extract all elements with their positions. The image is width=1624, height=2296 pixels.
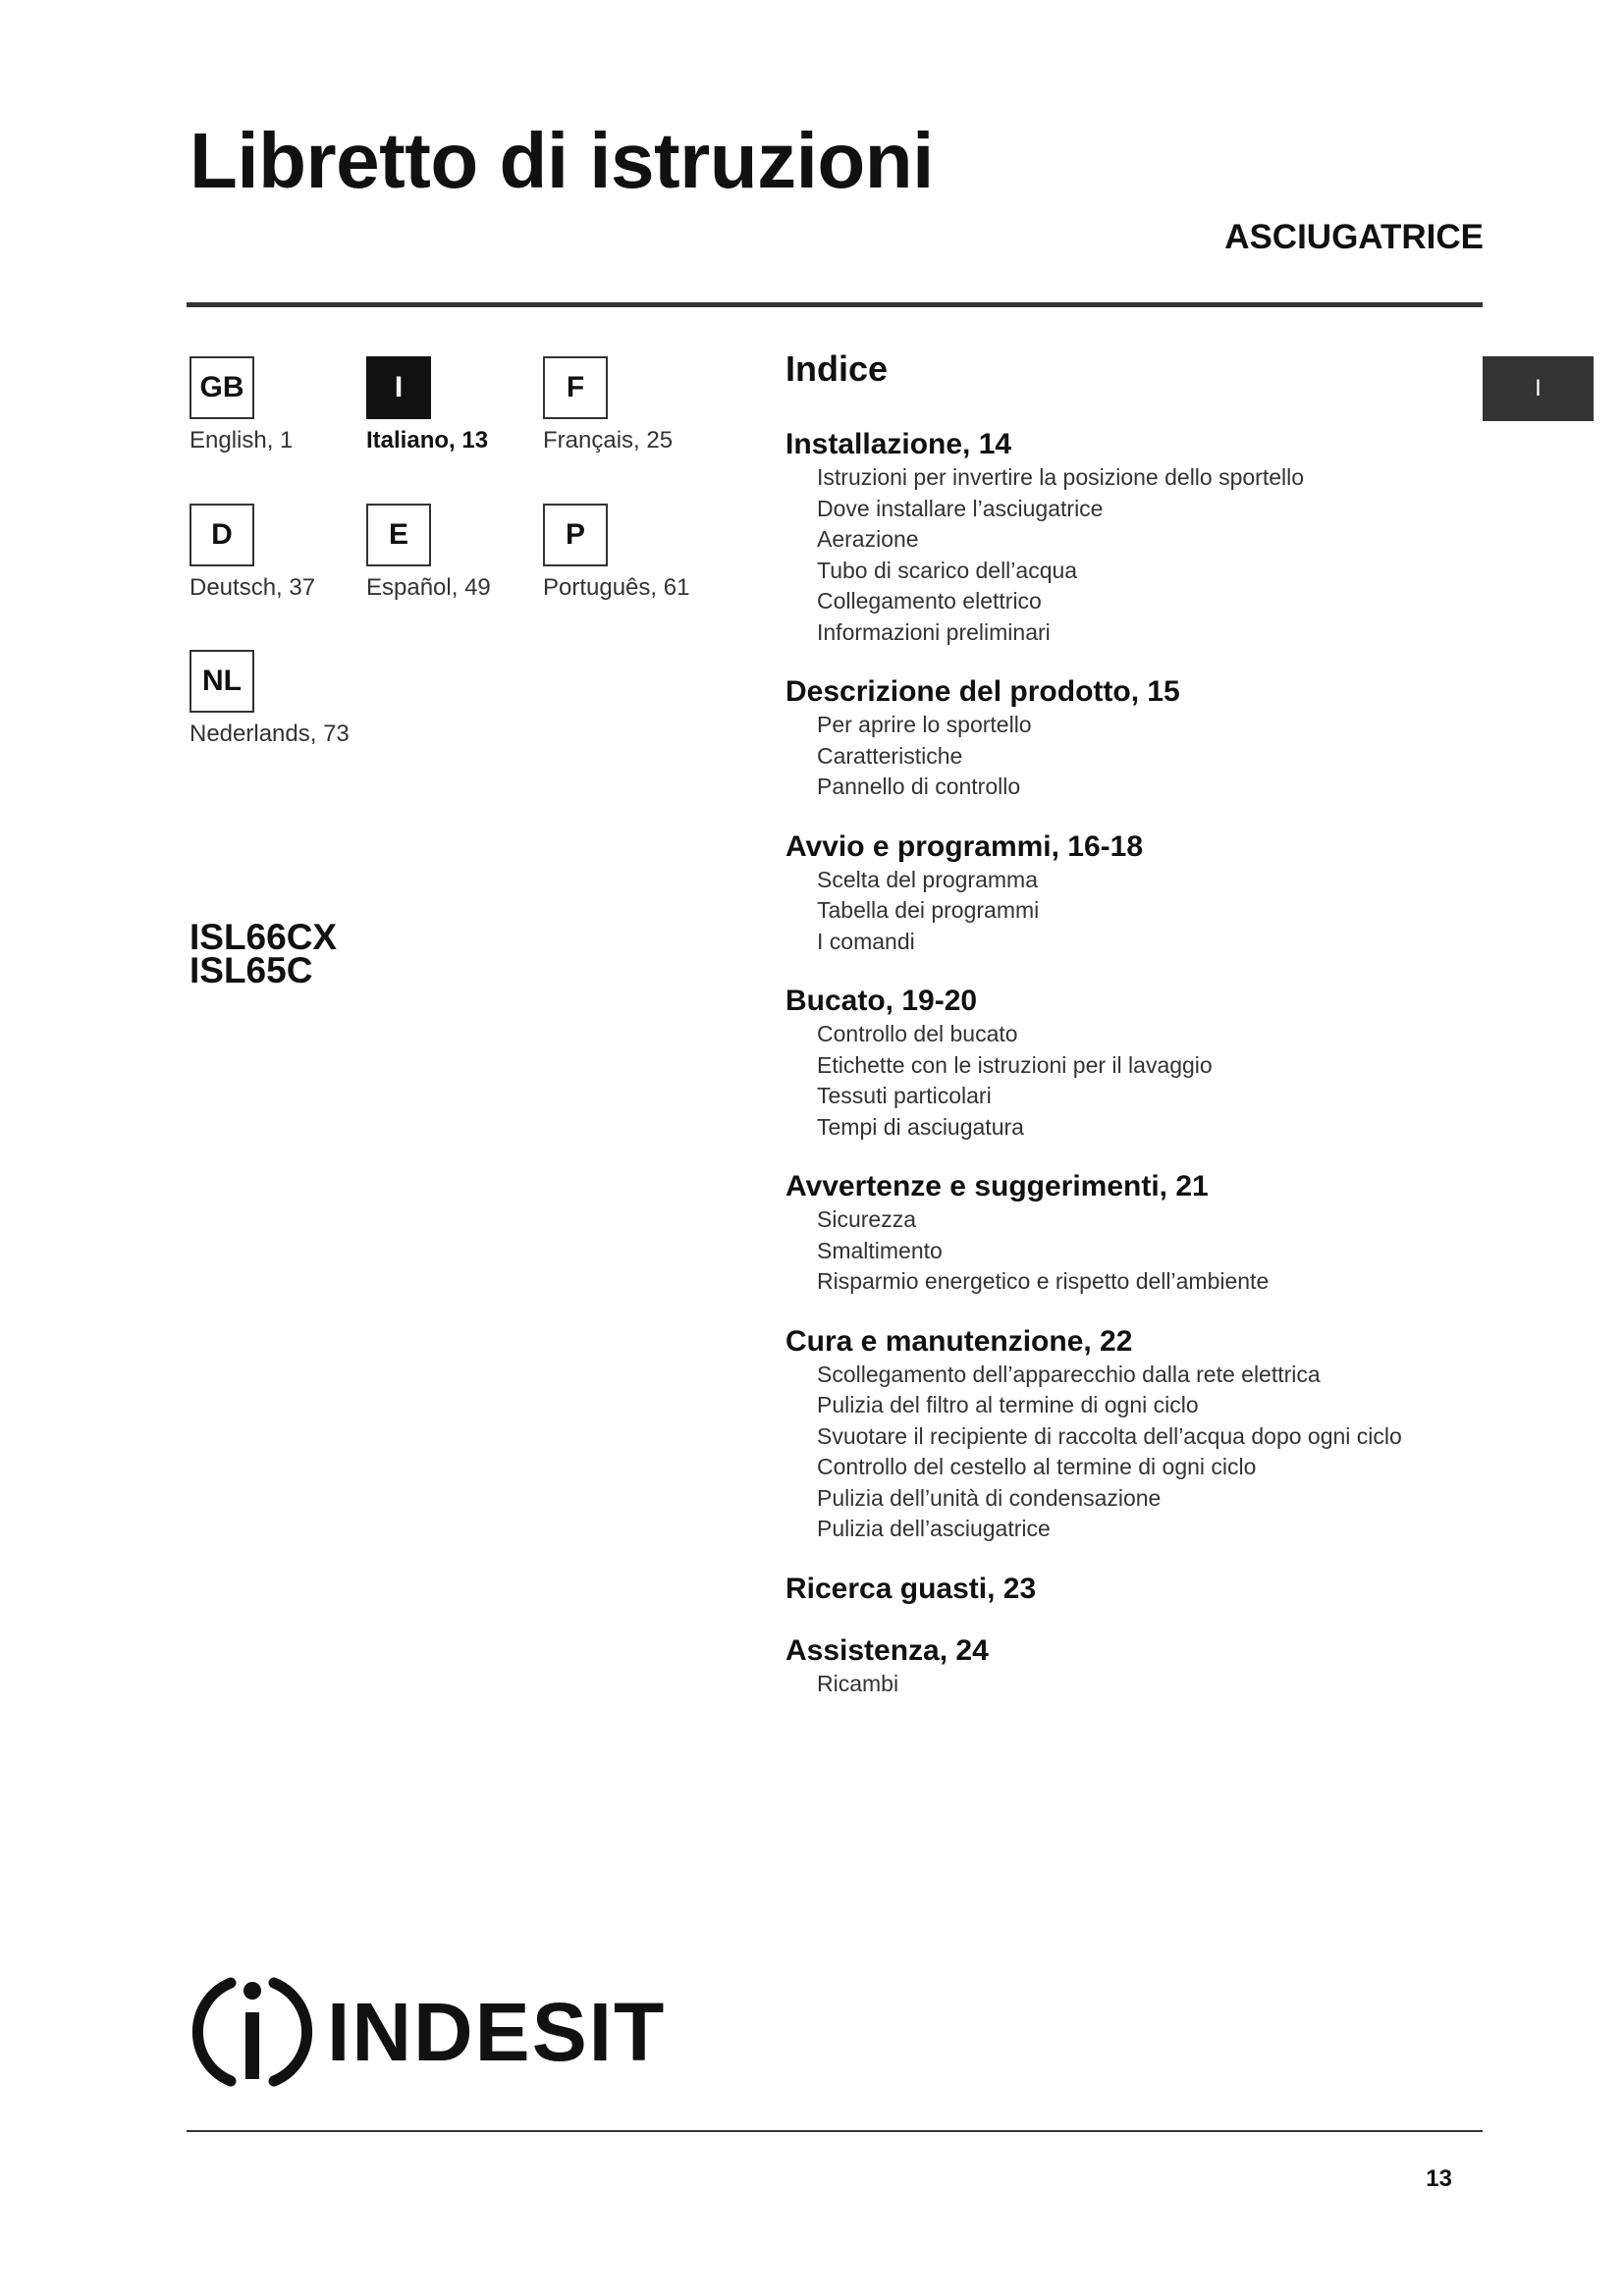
language-code-box[interactable]: I (366, 356, 431, 419)
document-title: Libretto di istruzioni (189, 117, 934, 204)
language-entry-nl[interactable] (189, 650, 350, 748)
language-label: Português, 61 (543, 574, 690, 601)
toc-item[interactable]: I comandi (817, 928, 915, 954)
table-of-contents (785, 348, 1492, 1726)
language-code-box[interactable]: E (366, 504, 431, 566)
toc-item[interactable]: Tessuti particolari (817, 1083, 992, 1108)
model-list (189, 917, 338, 990)
language-label: Italiano, 13 (366, 427, 489, 454)
toc-item[interactable]: Tabella dei programmi (817, 897, 1040, 923)
language-label: English, 1 (189, 427, 294, 454)
language-label: Deutsch, 37 (189, 574, 316, 601)
toc-section-title[interactable]: Avvio e programmi, 16-18 (785, 829, 1144, 863)
toc-section-ricerca-guasti (785, 1572, 1492, 1607)
toc-item[interactable]: Smaltimento (817, 1237, 943, 1263)
language-code-box[interactable]: GB (189, 356, 254, 419)
toc-item[interactable]: Collegamento elettrico (817, 588, 1042, 614)
toc-section-title[interactable]: Ricerca guasti, 23 (785, 1572, 1037, 1605)
language-code-box[interactable]: P (543, 504, 608, 566)
toc-section-avvertenze (785, 1169, 1492, 1298)
top-divider (187, 302, 1483, 307)
toc-item[interactable]: Sicurezza (817, 1206, 916, 1232)
toc-section-installazione (785, 427, 1492, 648)
language-code-box[interactable]: F (543, 356, 608, 419)
toc-item[interactable]: Dove installare l’asciugatrice (817, 495, 1104, 521)
bottom-divider (187, 2130, 1483, 2132)
language-side-tab (1483, 356, 1594, 421)
toc-item[interactable]: Ricambi (817, 1670, 899, 1696)
language-entry-it[interactable] (366, 356, 488, 454)
model-name: ISL66CX (189, 917, 338, 957)
toc-item[interactable]: Pulizia dell’asciugatrice (817, 1516, 1051, 1541)
toc-item[interactable]: Aerazione (817, 526, 919, 552)
toc-section-title[interactable]: Avvertenze e suggerimenti, 21 (785, 1170, 1209, 1202)
language-entry-pt[interactable] (543, 504, 689, 602)
toc-item[interactable]: Tempi di asciugatura (817, 1113, 1024, 1140)
language-label: Français, 25 (543, 427, 674, 454)
toc-item[interactable]: Pulizia dell’unità di condensazione (817, 1484, 1162, 1511)
toc-item[interactable]: Tubo di scarico dell’acqua (817, 557, 1078, 583)
toc-section-avvio (785, 829, 1492, 958)
brand-name: INDESIT (327, 1985, 667, 2078)
toc-section-descrizione (785, 674, 1492, 803)
language-label: Español, 49 (366, 574, 491, 601)
indesit-logo (191, 1968, 666, 2096)
toc-item[interactable]: Svuotare il recipiente di raccolta dell’acqua dopo ogni ciclo (817, 1422, 1402, 1449)
language-entry-de[interactable] (189, 504, 315, 602)
toc-section-title[interactable]: Bucato, 19-20 (785, 985, 978, 1017)
toc-item[interactable]: Pulizia del filtro al termine di ogni ciclo (817, 1392, 1199, 1417)
page-number: 13 (1426, 2165, 1452, 2192)
toc-section-title[interactable]: Installazione, 14 (785, 428, 1012, 460)
language-entry-fr[interactable] (543, 356, 673, 454)
toc-section-bucato (785, 984, 1492, 1143)
side-tab-label: I (1535, 375, 1542, 401)
language-code-box[interactable]: D (189, 504, 254, 566)
language-entry-es[interactable] (366, 504, 491, 602)
language-code-box[interactable]: NL (189, 650, 254, 713)
toc-item[interactable]: Informazioni preliminari (817, 618, 1051, 645)
toc-section-title[interactable]: Assistenza, 24 (785, 1633, 989, 1667)
toc-item[interactable]: Scelta del programma (817, 866, 1038, 892)
toc-item[interactable]: Risparmio energetico e rispetto dell’ambiente (817, 1268, 1270, 1294)
toc-item[interactable]: Pannello di controllo (817, 774, 1021, 799)
toc-item[interactable]: Etichette con le istruzioni per il lavaggio (817, 1051, 1213, 1078)
indesit-logo-icon (191, 1971, 313, 2093)
toc-item[interactable]: Controllo del cestello al termine di ogni ciclo (817, 1454, 1257, 1479)
toc-section-cura (785, 1324, 1492, 1545)
toc-item[interactable]: Per aprire lo sportello (817, 712, 1032, 737)
toc-item[interactable]: Scollegamento dell’apparecchio dalla rete elettrica (817, 1361, 1321, 1387)
toc-item[interactable]: Caratteristiche (817, 742, 963, 769)
toc-section-title[interactable]: Cura e manutenzione, 22 (785, 1324, 1133, 1358)
language-label: Nederlands, 73 (189, 721, 350, 747)
toc-heading: Indice (785, 348, 889, 389)
document-subtitle: ASCIUGATRICE (1224, 218, 1484, 256)
toc-item[interactable]: Controllo del bucato (817, 1021, 1018, 1046)
toc-section-assistenza (785, 1633, 1492, 1700)
toc-section-title[interactable]: Descrizione del prodotto, 15 (785, 675, 1180, 708)
model-name: ISL65C (189, 950, 313, 990)
toc-item[interactable]: Istruzioni per invertire la posizione dello sportello (817, 464, 1305, 490)
language-entry-gb[interactable] (189, 356, 293, 454)
